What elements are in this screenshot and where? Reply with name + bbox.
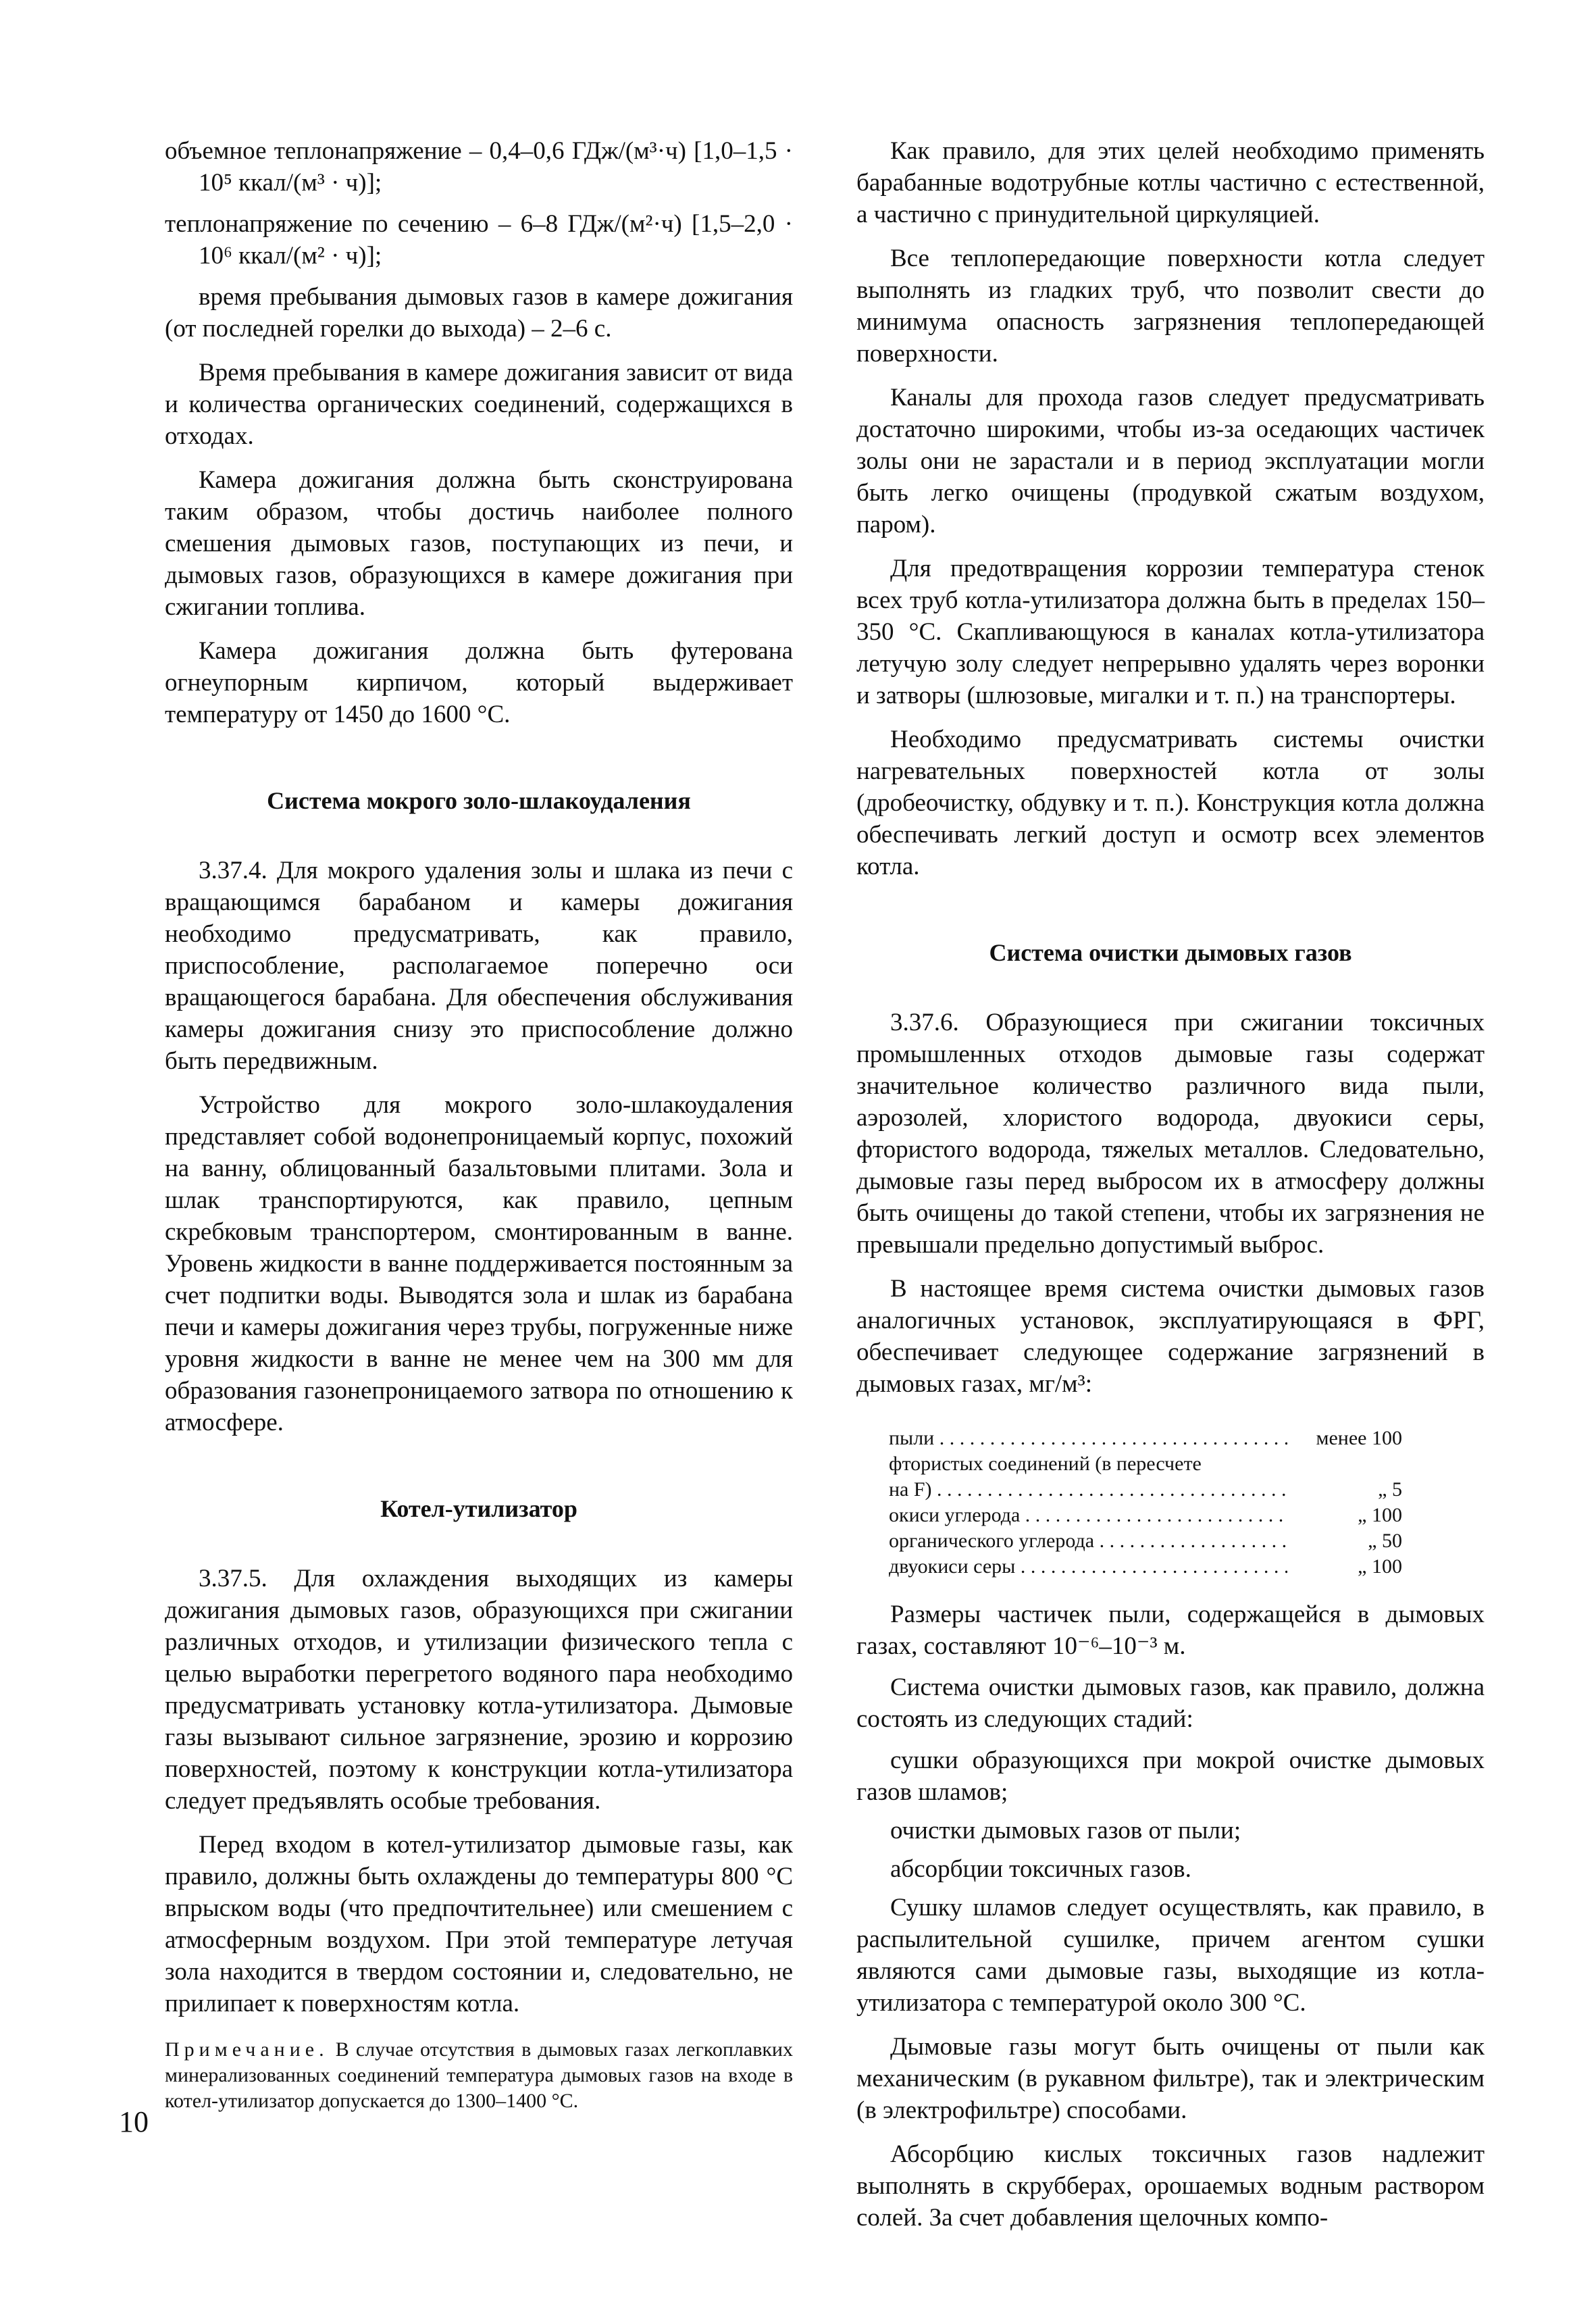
footnote	[165, 2037, 793, 2114]
emissions-row-dust	[889, 1426, 1402, 1451]
paragraph-residence-dependence: Время пребывания в камере дожигания зависит от вида и количества органических соединений, содержащихся в отходах.	[165, 359, 793, 450]
emissions-row-organic-carbon	[889, 1528, 1402, 1554]
paragraph-gas-channels: Каналы для прохода газов следует предусматривать достаточно широкими, чтобы из-за оседающих частичек золы они не зарастали и в период эксплуатации могли быть легко очищены (продувкой сжатым воздухом, паром).	[856, 384, 1485, 538]
emissions-row-fluorine-caption: фтористых соединений (в пересчете	[889, 1453, 1202, 1475]
paragraph-chamber-design: Камера дожигания должна быть сконструирована таким образом, чтобы достичь наиболее полного смешения дымовых газов, поступающих из печи, и дымовых газов, образующихся в камере дожигания при сжигании топлива.	[165, 466, 793, 621]
emissions-label: органического углерода . . .	[889, 1528, 1287, 1554]
paragraph-boiler-types: Как правило, для этих целей необходимо применять барабанные водотрубные котлы частично с естественной, а частично с принудительной циркуляцией.	[856, 137, 1485, 228]
paragraph-sludge-drying: Сушку шламов следует осуществлять, как правило, в распылительной сушилке, причем агентом сушки являются сами дымовые газы, выходящие из котла-утилизатора с температурой около 300 °С.	[856, 1894, 1485, 2017]
footnote-label: Примечание.	[165, 2038, 329, 2061]
paragraph-smooth-tubes: Все теплопередающие поверхности котла следует выполнять из гладких труб, что позволит свести до минимума опасность загрязнения теплопередающей поверхности.	[856, 245, 1485, 368]
emissions-value: „ 100	[1358, 1504, 1402, 1526]
stage-item-sludge-drying: сушки образующихся при мокрой очистке дымовых газов шламов;	[856, 1746, 1485, 1806]
paragraph-dust-cleaning: Дымовые газы могут быть очищены от пыли как механическим (в рукавном фильтре), так и электрическим (в электрофильтре) способами.	[856, 2033, 1485, 2124]
paragraph-residence-time: время пребывания дымовых газов в камере дожигания (от последней горелки до выхода) – 2–6 с.	[165, 283, 793, 343]
emissions-table	[889, 1426, 1485, 1580]
emissions-label: на F) . . .	[889, 1477, 1287, 1503]
paragraph-absorption: Абсорбцию кислых токсичных газов надлежит выполнять в скрубберах, орошаемых водным раствором солей. За счет добавления щелочных компо-	[856, 2140, 1485, 2232]
section-heading-flue-gas-cleaning: Система очистки дымовых газов	[989, 939, 1352, 966]
paragraph-3-37-6: 3.37.6. Образующиеся при сжигании токсичных промышленных отходов дымовые газы содержат значительное количество различного вида пыли, аэрозолей, хлористого водорода, двуокиси серы, фтористого водорода, тяжелых металлов. Следовательно, дымовые газы перед выбросом их в атмосферу должны быть очищены до такой степени, чтобы их загрязнения не превышали предельно допустимый выброс.	[856, 1009, 1485, 1259]
page-number: 10	[119, 2105, 149, 2138]
emissions-label: пыли . . .	[889, 1426, 1287, 1451]
section-heading-wet-ash-removal: Система мокрого золо-шлакоудаления	[267, 787, 691, 814]
paragraph-frg-system: В настоящее время система очистки дымовых газов аналогичных установок, эксплуатирующаяся в ФРГ, обеспечивает следующее содержание загрязнений в дымовых газах, мг/м³:	[856, 1275, 1485, 1398]
stage-item-gas-absorption: абсорбции токсичных газов.	[890, 1855, 1191, 1883]
paragraph-ash-device: Устройство для мокрого золо-шлакоудаления представляет собой водонепроницаемый корпус, похожий на ванну, облицованный базальтовыми плитами. Зола и шлак транспортируются, как правило, цепным скребковым транспортером, смонтированным в ванне. Уровень жидкости в ванне поддерживается постоянным за счет подпитки воды. Выводятся зола и шлак из барабана печи и камеры дожигания через трубы, погруженные ниже уровня жидкости в ванне не менее чем на 300 мм для образования газонепроницаемого затвора по отношению к атмосфере.	[165, 1091, 793, 1436]
emissions-label: двуокиси серы . . .	[889, 1554, 1287, 1580]
stage-item-dust-removal: очистки дымовых газов от пыли;	[890, 1817, 1241, 1844]
paragraph-stages-intro: Система очистки дымовых газов, как правило, должна состоять из следующих стадий:	[856, 1674, 1485, 1733]
paragraph-volume-heat-load: объемное теплонапряжение – 0,4–0,6 ГДж/(м³·ч) [1,0–1,5 · 10⁵ ккал/(м³ · ч)];	[165, 137, 793, 197]
right-column	[856, 135, 1485, 2246]
paragraph-particle-size: Размеры частичек пыли, содержащейся в дымовых газах, составляют 10⁻⁶–10⁻³ м.	[856, 1601, 1485, 1660]
left-column	[165, 135, 793, 2114]
emissions-label: окиси углерода . . .	[889, 1503, 1287, 1528]
emissions-row-carbon-monoxide	[889, 1503, 1402, 1528]
paragraph-boiler-inlet: Перед входом в котел-утилизатор дымовые газы, как правило, должны быть охлаждены до температуры 800 °С впрыском воды (что предпочтительнее) или смешением с атмосферным воздухом. При этой температуре летучая зола находится в твердом состоянии и, следовательно, не прилипает к поверхностям котла.	[165, 1831, 793, 2017]
paragraph-cleaning-systems: Необходимо предусматривать системы очистки нагревательных поверхностей котла от золы (дробеочистку, обдувку и т. п.). Конструкция котла должна обеспечивать легкий доступ и осмотр всех элементов котла.	[856, 726, 1485, 880]
footnote-text: В случае отсутствия в дымовых газах легкоплавких минерализованных соединений температура дымовых газов на входе в котел-утилизатор допускается до 1300–1400 °С.	[165, 2038, 793, 2112]
paragraph-3-37-5: 3.37.5. Для охлаждения выходящих из камеры дожигания дымовых газов, образующихся при сжигании различных отходов, и утилизации физического тепла с целью выработки перегретого водяного пара необходимо предусматривать установку котла-утилизатора. Дымовые газы вызывают сильное загрязнение, эрозию и коррозию поверхностей, поэтому к конструкции котла-утилизатора следует предъявлять особые требования.	[165, 1565, 793, 1815]
emissions-value: менее 100	[1316, 1427, 1402, 1449]
section-heading-waste-heat-boiler: Котел-утилизатор	[380, 1495, 577, 1522]
emissions-value: „ 50	[1368, 1530, 1402, 1552]
emissions-row-sulfur-dioxide	[889, 1554, 1402, 1580]
paragraph-chamber-lining: Камера дожигания должна быть футерована огнеупорным кирпичом, который выдерживает температуру от 1450 до 1600 °С.	[165, 637, 793, 728]
paragraph-corrosion: Для предотвращения коррозии температура стенок всех труб котла-утилизатора должна быть в пределах 150–350 °С. Скапливающуюся в каналах котла-утилизатора летучую золу следует непрерывно удалять через воронки и затворы (шлюзовые, мигалки и т. п.) на транспортеры.	[856, 555, 1485, 709]
paragraph-3-37-4: 3.37.4. Для мокрого удаления золы и шлака из печи с вращающимся барабаном и камеры дожигания необходимо предусматривать, как правило, приспособление, располагаемое поперечно оси вращающегося барабана. Для обеспечения обслуживания камеры дожигания снизу это приспособление должно быть передвижным.	[165, 857, 793, 1075]
emissions-row-fluorine	[889, 1477, 1402, 1503]
emissions-value: „ 100	[1358, 1555, 1402, 1578]
paragraph-section-heat-load: теплонапряжение по сечению – 6–8 ГДж/(м²·ч) [1,5–2,0 · 10⁶ ккал/(м² · ч)];	[165, 210, 793, 270]
emissions-value: „ 5	[1378, 1478, 1402, 1501]
